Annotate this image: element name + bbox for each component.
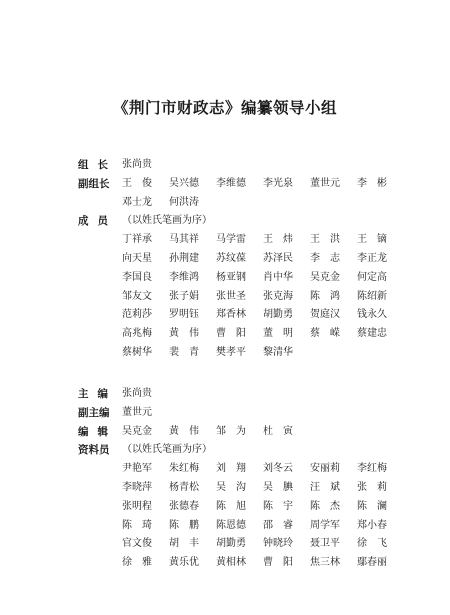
person-name: 徐 飞 bbox=[357, 538, 387, 550]
person-name: 陈 琦 bbox=[122, 519, 152, 531]
staff-list bbox=[78, 460, 418, 573]
person-name: 张子娟 bbox=[169, 290, 199, 302]
name-line-names bbox=[122, 269, 404, 288]
person-name: 肖中华 bbox=[263, 271, 293, 283]
person-name: 聂卫平 bbox=[310, 538, 340, 550]
person-name: 郑香林 bbox=[216, 309, 246, 321]
name-line bbox=[78, 288, 418, 307]
name-line-names bbox=[122, 517, 404, 536]
name-line-names bbox=[122, 250, 404, 269]
person-name: 汪 斌 bbox=[310, 481, 340, 493]
person-name: 蔡 嵘 bbox=[310, 328, 340, 340]
person-name: 黄 伟 bbox=[169, 425, 199, 437]
person-name: 董世元 bbox=[310, 177, 340, 189]
vice-leader-label: 副组长 bbox=[78, 177, 110, 190]
person-name: 张 莉 bbox=[357, 481, 387, 493]
person-name: 向天星 bbox=[122, 252, 152, 264]
person-name: 张明程 bbox=[122, 500, 152, 512]
person-name: 邵 睿 bbox=[263, 519, 293, 531]
person-name: 樊孝平 bbox=[216, 346, 246, 358]
name-line-names bbox=[122, 325, 404, 344]
person-name: 李国良 bbox=[122, 271, 152, 283]
person-name: 杨亚钢 bbox=[216, 271, 246, 283]
person-name: 吴克金 bbox=[310, 271, 340, 283]
name-line bbox=[78, 479, 418, 498]
name-line bbox=[78, 325, 418, 344]
person-name: 官文俊 bbox=[122, 538, 152, 550]
staff-note: （以姓氏笔画为序） bbox=[122, 444, 212, 456]
staff-label: 资料员 bbox=[78, 444, 110, 457]
person-name: 尹艳军 bbox=[122, 463, 152, 475]
person-name: 曹 阳 bbox=[263, 557, 293, 569]
name-line-names bbox=[122, 231, 404, 250]
person-name: 苏泽民 bbox=[263, 252, 293, 264]
name-line bbox=[78, 554, 418, 573]
person-name: 李光泉 bbox=[263, 177, 293, 189]
name-line-names bbox=[122, 288, 404, 307]
person-name: 李维德 bbox=[216, 177, 246, 189]
person-name: 马其祥 bbox=[169, 234, 199, 246]
name-line-names bbox=[122, 498, 404, 517]
person-name: 张克海 bbox=[263, 290, 293, 302]
person-name: 陈 杰 bbox=[310, 500, 340, 512]
person-name: 何洪涛 bbox=[169, 196, 199, 208]
person-name: 陈 鸿 bbox=[310, 290, 340, 302]
group-leader-row bbox=[78, 156, 418, 175]
person-name: 邹友文 bbox=[122, 290, 152, 302]
person-name: 钟晓玲 bbox=[263, 538, 293, 550]
members-label-row bbox=[78, 212, 418, 231]
person-name: 陈 澜 bbox=[357, 500, 387, 512]
name-line bbox=[78, 269, 418, 288]
name-line bbox=[78, 498, 418, 517]
name-line bbox=[78, 460, 418, 479]
person-name: 钱永久 bbox=[357, 309, 387, 321]
person-name: 贺庭汉 bbox=[310, 309, 340, 321]
editors-label: 编 辑 bbox=[78, 425, 108, 438]
person-name: 王 镝 bbox=[357, 234, 387, 246]
person-name: 李 彬 bbox=[357, 177, 387, 189]
vice-leader-row bbox=[78, 175, 418, 194]
name-line bbox=[78, 250, 418, 269]
person-name: 蔡建忠 bbox=[357, 328, 387, 340]
person-name: 高兆梅 bbox=[122, 328, 152, 340]
person-name: 刘冬云 bbox=[263, 463, 293, 475]
person-name: 董 明 bbox=[263, 328, 293, 340]
person-name: 陈绍新 bbox=[357, 290, 387, 302]
person-name: 苏纹葆 bbox=[216, 252, 246, 264]
name-line-names bbox=[122, 460, 404, 479]
person-name: 马学雷 bbox=[216, 234, 246, 246]
person-name: 孙荆建 bbox=[169, 252, 199, 264]
group-leader-name: 张尚贵 bbox=[122, 159, 152, 170]
name-line-names bbox=[122, 479, 404, 498]
name-line bbox=[78, 535, 418, 554]
person-name: 陈 旭 bbox=[216, 500, 246, 512]
deputy-chief-row bbox=[78, 404, 418, 423]
chief-editor-label: 主 编 bbox=[78, 388, 108, 400]
person-name: 王 炜 bbox=[263, 234, 293, 246]
name-line bbox=[78, 231, 418, 250]
person-name: 李 志 bbox=[310, 252, 340, 264]
person-name: 杨青松 bbox=[169, 481, 199, 493]
person-name: 丁祥承 bbox=[122, 234, 152, 246]
person-name: 张世圣 bbox=[216, 290, 246, 302]
members-label: 成 员 bbox=[78, 215, 108, 228]
person-name: 李维鸿 bbox=[169, 271, 199, 283]
person-name: 李晓萍 bbox=[122, 481, 152, 493]
person-name: 邓士龙 bbox=[122, 196, 152, 208]
members-list bbox=[78, 231, 418, 363]
editors-names bbox=[122, 423, 310, 442]
name-line bbox=[78, 517, 418, 536]
person-name: 罗明钰 bbox=[169, 309, 199, 321]
editors-row bbox=[78, 423, 418, 442]
person-name: 张德春 bbox=[169, 500, 199, 512]
person-name: 刘 翔 bbox=[216, 463, 246, 475]
name-line-names bbox=[122, 554, 404, 573]
name-line bbox=[78, 344, 418, 363]
person-name: 吴克金 bbox=[122, 425, 152, 437]
person-name: 徐 雅 bbox=[122, 557, 152, 569]
person-name: 黄 伟 bbox=[169, 328, 199, 340]
person-name: 胡 丰 bbox=[169, 538, 199, 550]
name-line-names bbox=[122, 344, 310, 363]
vice-leader-names-2 bbox=[122, 194, 216, 213]
person-name: 王 洪 bbox=[310, 234, 340, 246]
person-name: 陈 宇 bbox=[263, 500, 293, 512]
name-line-names bbox=[122, 306, 404, 325]
person-name: 吴 腆 bbox=[263, 481, 293, 493]
person-name: 鄢春丽 bbox=[357, 557, 387, 569]
person-name: 杜 寅 bbox=[263, 425, 293, 437]
staff-label-row bbox=[78, 441, 418, 460]
person-name: 邹 为 bbox=[216, 425, 246, 437]
chief-editor-row bbox=[78, 385, 418, 404]
vice-leader-row-2 bbox=[78, 194, 418, 213]
person-name: 李红梅 bbox=[357, 463, 387, 475]
person-name: 陈 鹏 bbox=[169, 519, 199, 531]
person-name: 范莉莎 bbox=[122, 309, 152, 321]
person-name: 黄相林 bbox=[216, 557, 246, 569]
vice-leader-names bbox=[122, 175, 404, 194]
person-name: 胡勤勇 bbox=[216, 538, 246, 550]
leadership-section bbox=[78, 156, 418, 363]
deputy-chief-name: 董世元 bbox=[122, 406, 152, 418]
person-name: 裴 青 bbox=[169, 346, 199, 358]
page-title: 《荆门市财政志》编纂领导小组 bbox=[112, 99, 337, 117]
person-name: 郑小春 bbox=[357, 519, 387, 531]
group-leader-label: 组 长 bbox=[78, 159, 108, 171]
person-name: 曹 阳 bbox=[216, 328, 246, 340]
person-name: 胡勤勇 bbox=[263, 309, 293, 321]
person-name: 王 俊 bbox=[122, 177, 152, 189]
person-name: 安丽莉 bbox=[310, 463, 340, 475]
person-name: 吴兴德 bbox=[169, 177, 199, 189]
person-name: 朱红梅 bbox=[169, 463, 199, 475]
person-name: 焦三林 bbox=[310, 557, 340, 569]
name-line-names bbox=[122, 535, 404, 554]
editorial-section bbox=[78, 385, 418, 573]
deputy-chief-label: 副主编 bbox=[78, 406, 110, 419]
person-name: 李正龙 bbox=[357, 252, 387, 264]
person-name: 周学军 bbox=[310, 519, 340, 531]
person-name: 何定高 bbox=[357, 271, 387, 283]
chief-editor-name: 张尚贵 bbox=[122, 388, 152, 399]
person-name: 陈恩德 bbox=[216, 519, 246, 531]
members-note: （以姓氏笔画为序） bbox=[122, 215, 212, 227]
person-name: 蔡树华 bbox=[122, 346, 152, 358]
person-name: 吴 沟 bbox=[216, 481, 246, 493]
name-line bbox=[78, 306, 418, 325]
person-name: 黎清华 bbox=[263, 346, 293, 358]
person-name: 黄乐优 bbox=[169, 557, 199, 569]
